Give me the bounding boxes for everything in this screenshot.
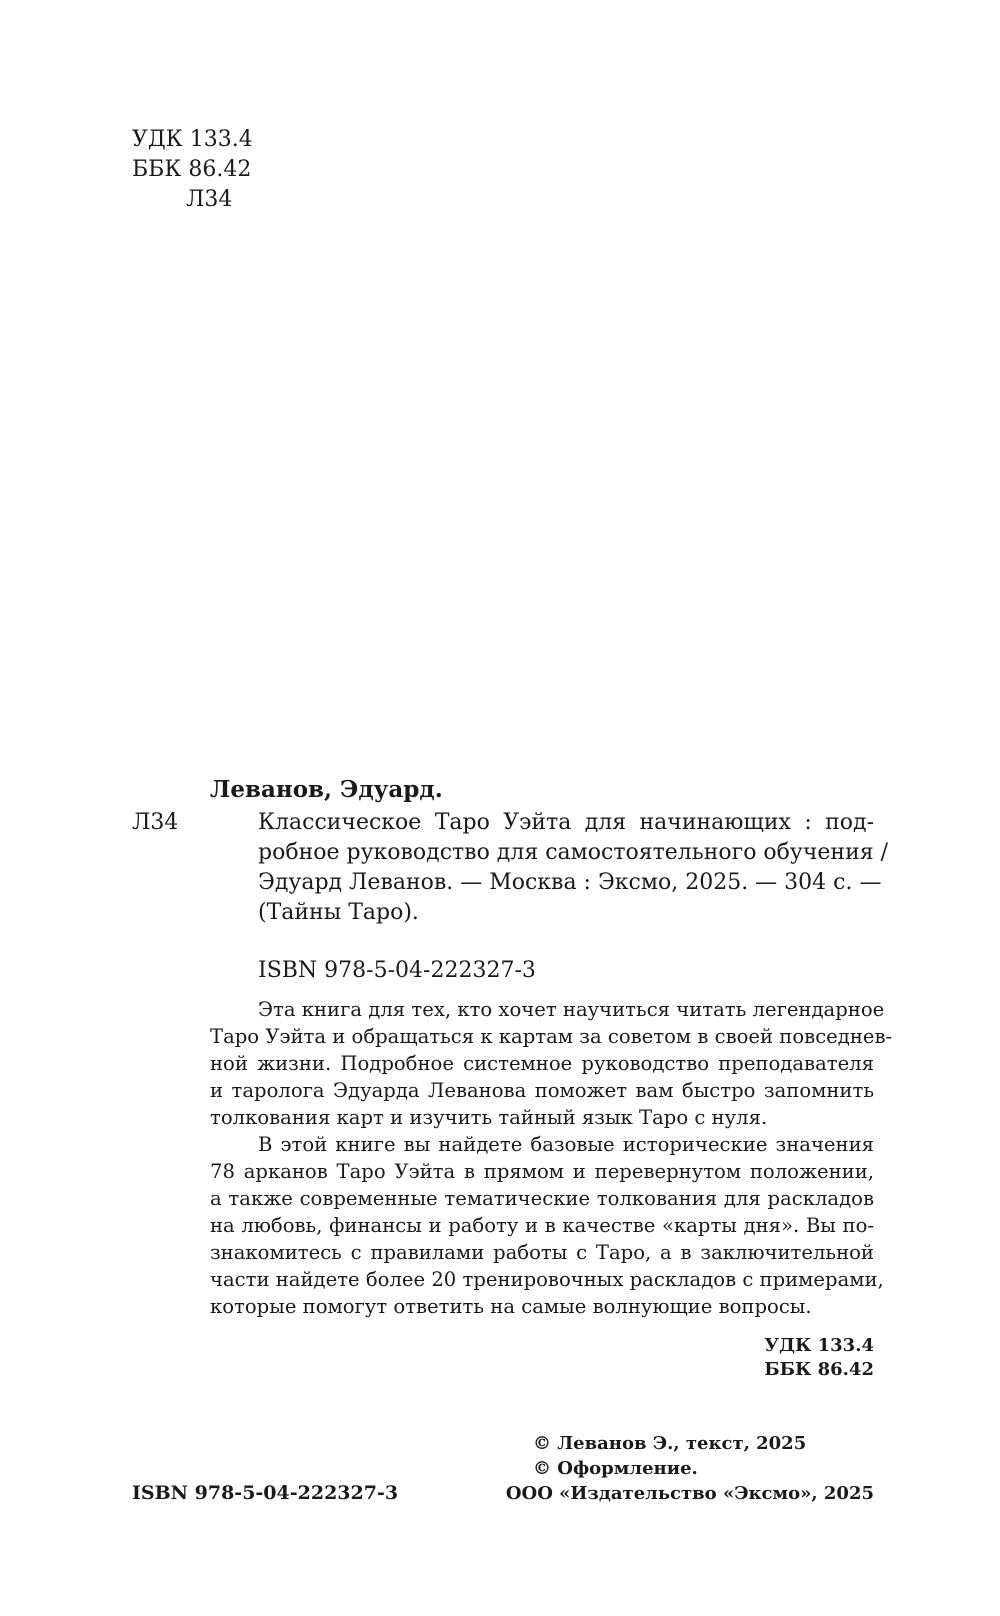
record-description-line: Классическое Таро Уэйта для начинающих : под- bbox=[258, 810, 874, 835]
isbn-bottom: ISBN 978-5-04-222327-3 bbox=[132, 1482, 399, 1504]
copyright-text: © Леванов Э., текст, 2025 bbox=[533, 1433, 807, 1454]
annotation-line: на любовь, финансы и работу и в качестве «карты дня». Вы по- bbox=[210, 1214, 874, 1237]
udk-code-top: УДК 133.4 bbox=[132, 127, 253, 152]
annotation-line: и таролога Эдуарда Леванова поможет вам быстро запомнить bbox=[210, 1079, 874, 1102]
annotation-line: ной жизни. Подробное системное руководство преподавателя bbox=[210, 1052, 874, 1075]
bbk-code-bottom: ББК 86.42 bbox=[764, 1359, 874, 1380]
annotation-line: Таро Уэйта и обращаться к картам за советом в своей повседнев- bbox=[210, 1025, 893, 1048]
bbk-code-top: ББК 86.42 bbox=[132, 157, 252, 182]
annotation-line: знакомитесь с правилами работы с Таро, а в заключительной bbox=[210, 1241, 874, 1264]
udk-code-bottom: УДК 133.4 bbox=[764, 1335, 874, 1356]
record-author: Леванов, Эдуард. bbox=[210, 776, 443, 803]
annotation-line: толкования карт и изучить тайный язык Таро с нуля. bbox=[210, 1106, 768, 1129]
record-isbn: ISBN 978-5-04-222327-3 bbox=[258, 958, 536, 983]
author-sign-top: Л34 bbox=[186, 187, 233, 212]
record-author-sign: Л34 bbox=[132, 810, 179, 835]
annotation-line: В этой книге вы найдете базовые исторические значения bbox=[258, 1133, 874, 1156]
record-description-line: Эдуард Леванов. — Москва : Эксмо, 2025. — 304 с. — bbox=[258, 870, 882, 895]
copyright-design: © Оформление. bbox=[533, 1458, 698, 1479]
annotation-line: которые помогут ответить на самые волнующие вопросы. bbox=[210, 1295, 812, 1318]
record-description-line: (Тайны Таро). bbox=[258, 900, 419, 925]
annotation-line: а также современные тематические толкования для раскладов bbox=[210, 1187, 874, 1210]
annotation-line: части найдете более 20 тренировочных раскладов с примерами, bbox=[210, 1268, 884, 1291]
annotation-line: Эта книга для тех, кто хочет научиться читать легендарное bbox=[258, 998, 885, 1021]
annotation-line: 78 арканов Таро Уэйта в прямом и перевернутом положении, bbox=[210, 1160, 874, 1183]
record-description-line: робное руководство для самостоятельного обучения / bbox=[258, 840, 889, 865]
copyright-publisher: ООО «Издательство «Эксмо», 2025 bbox=[505, 1483, 874, 1504]
